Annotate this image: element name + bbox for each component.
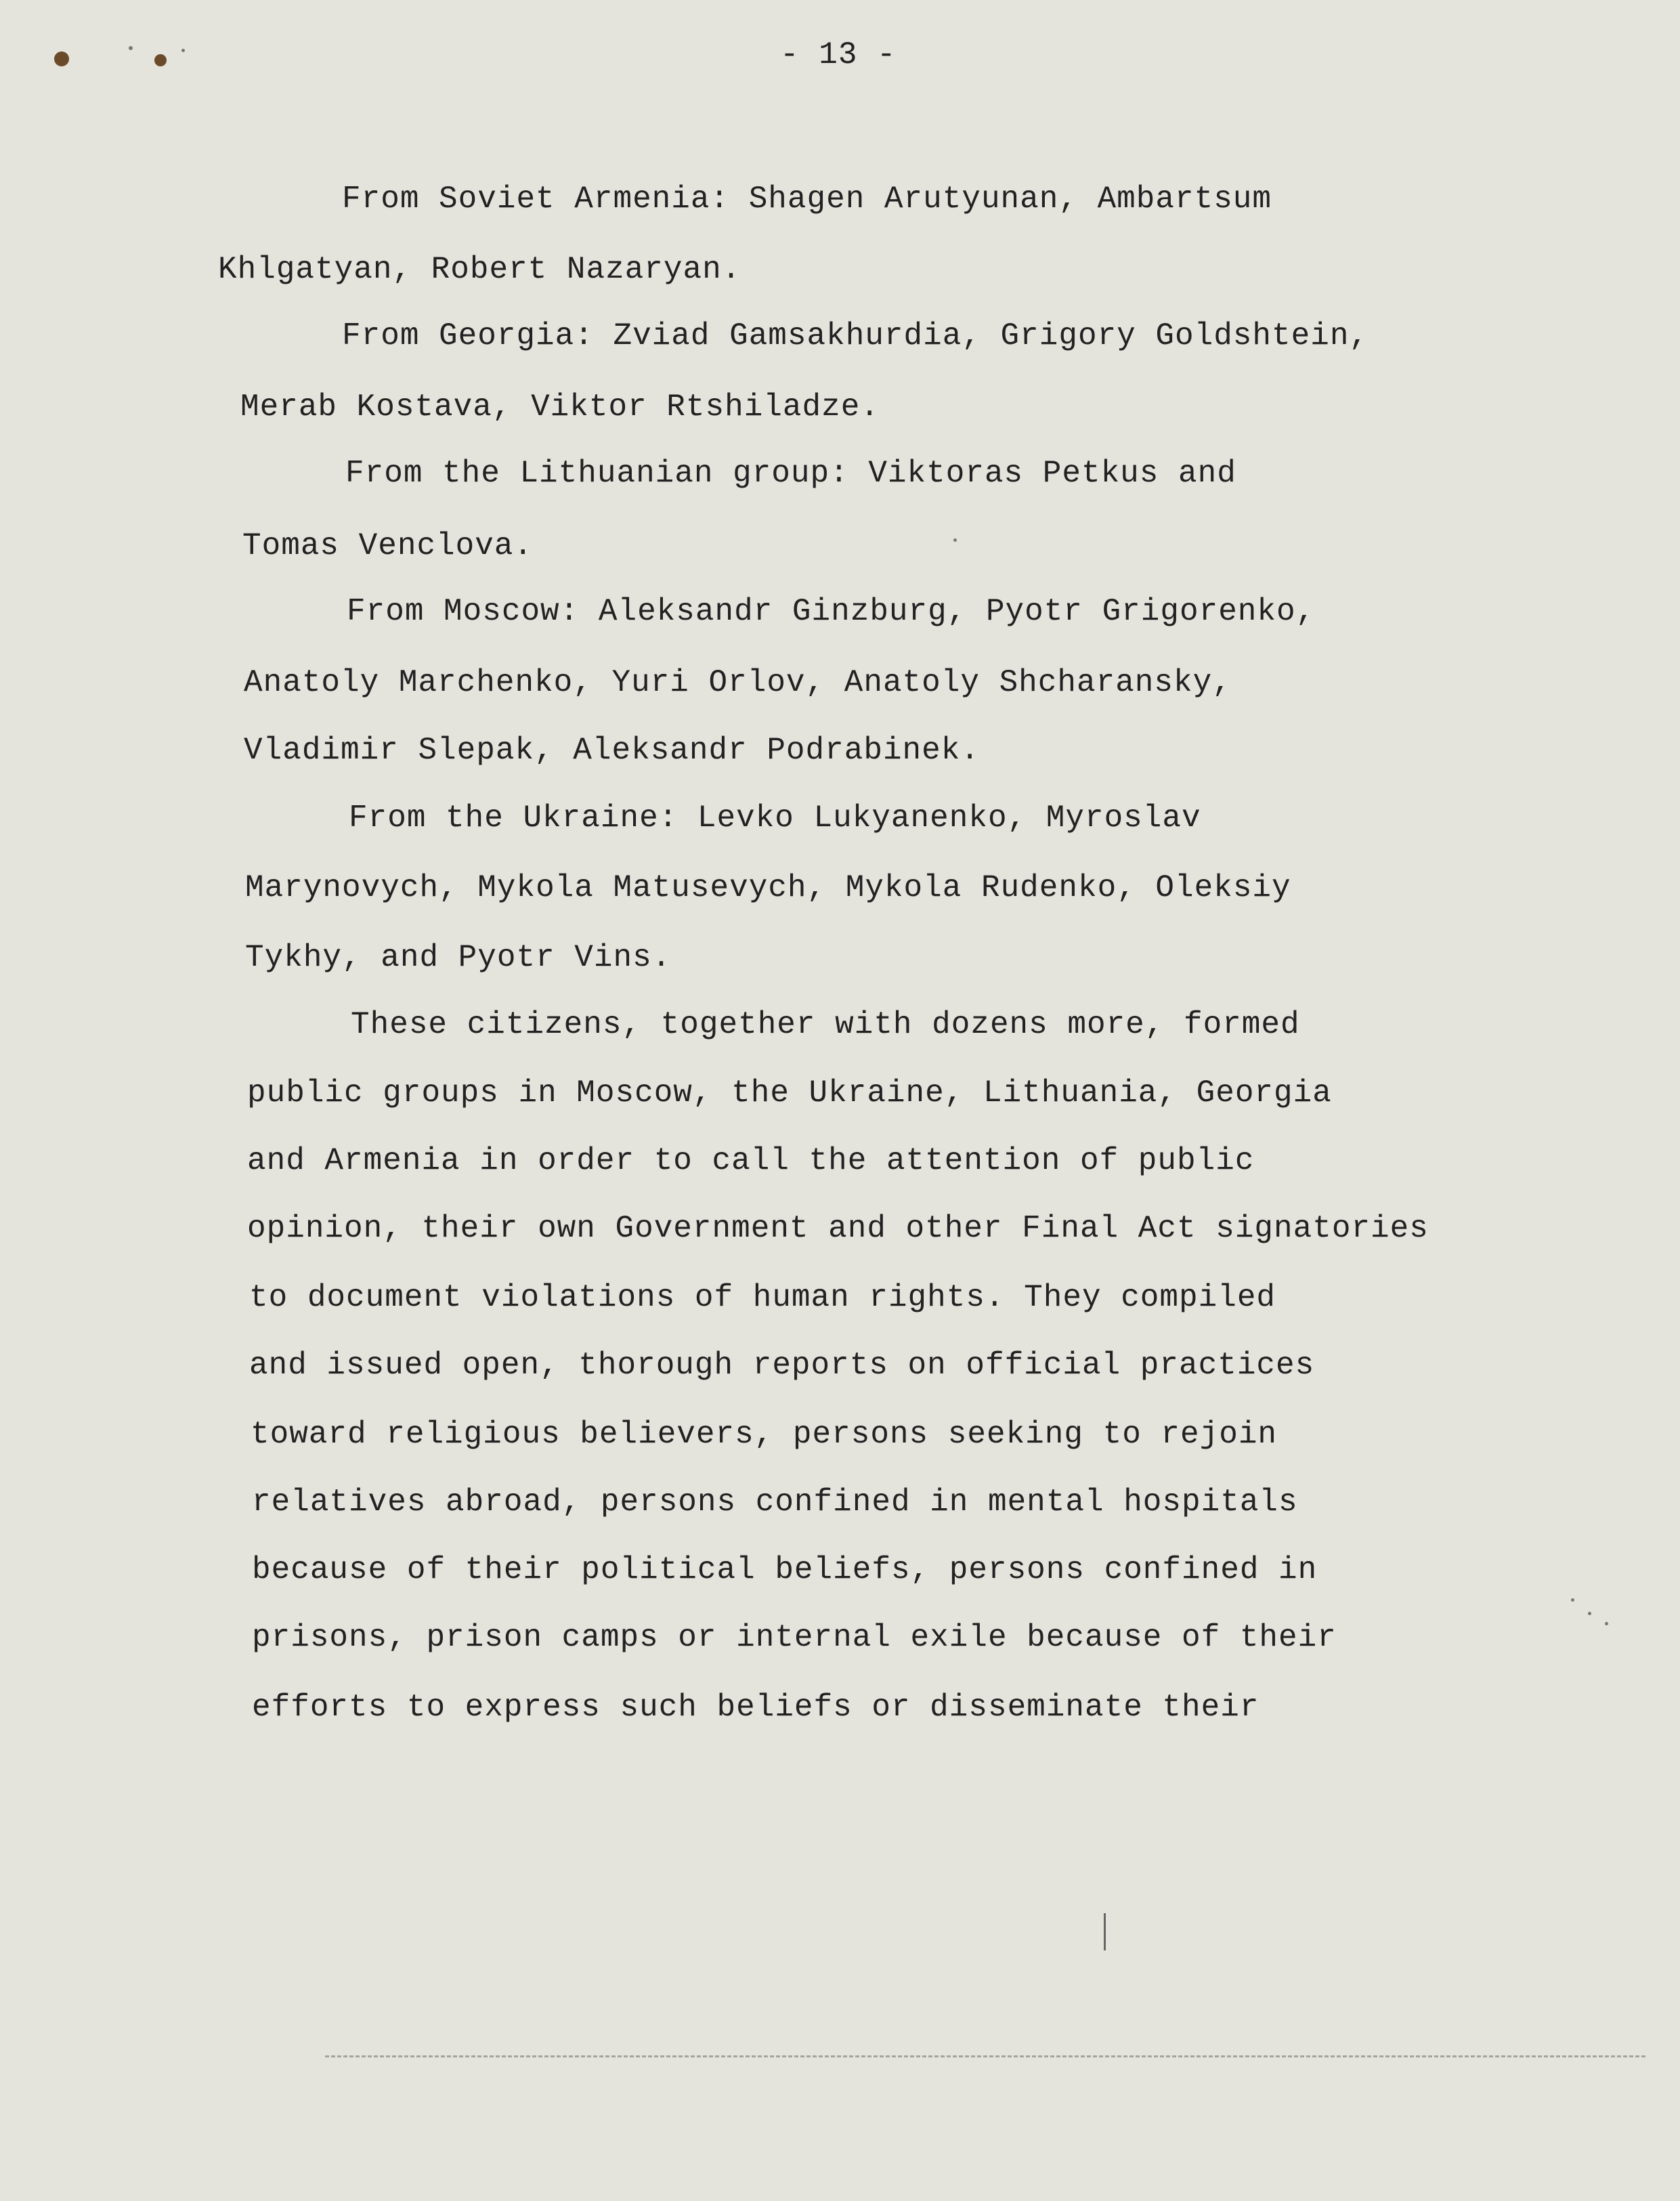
text-line: From Moscow: Aleksandr Ginzburg, Pyotr Grigorenko, xyxy=(347,594,1316,629)
text-line: and Armenia in order to call the attention of public xyxy=(247,1143,1255,1178)
dust-speck xyxy=(953,538,957,542)
text-line: opinion, their own Government and other Final Act signatories xyxy=(247,1211,1429,1246)
text-line: to document violations of human rights. They compiled xyxy=(249,1280,1276,1315)
dust-speck xyxy=(1588,1612,1591,1615)
dust-speck xyxy=(1571,1598,1574,1602)
text-line: From Georgia: Zviad Gamsakhurdia, Grigory Goldshtein, xyxy=(342,318,1369,354)
text-line: From Soviet Armenia: Shagen Arutyunan, Ambartsum xyxy=(342,181,1272,217)
bottom-dashed-rule xyxy=(325,2055,1645,2057)
dust-speck xyxy=(1605,1622,1608,1625)
dust-speck xyxy=(129,46,133,50)
text-line: public groups in Moscow, the Ukraine, Lithuania, Georgia xyxy=(247,1075,1332,1111)
text-line: relatives abroad, persons confined in mental hospitals xyxy=(252,1484,1298,1520)
text-line: because of their political beliefs, persons confined in xyxy=(252,1552,1318,1587)
text-line: From the Ukraine: Levko Lukyanenko, Myroslav xyxy=(349,800,1201,836)
text-line: Tykhy, and Pyotr Vins. xyxy=(245,940,672,975)
ink-spot xyxy=(54,51,69,66)
ink-spot xyxy=(154,54,167,66)
text-line: efforts to express such beliefs or disseminate their xyxy=(252,1690,1259,1725)
text-line: These citizens, together with dozens more, formed xyxy=(351,1007,1300,1042)
dust-speck xyxy=(181,49,185,52)
text-line: and issued open, thorough reports on official practices xyxy=(249,1348,1315,1383)
text-line: toward religious believers, persons seeking to rejoin xyxy=(251,1417,1278,1452)
text-line: Vladimir Slepak, Aleksandr Podrabinek. xyxy=(244,733,980,768)
text-line: prisons, prison camps or internal exile because of their xyxy=(252,1620,1337,1655)
text-line: Anatoly Marchenko, Yuri Orlov, Anatoly Shcharansky, xyxy=(244,665,1232,700)
page-number: - 13 - xyxy=(780,37,897,72)
text-line: Marynovych, Mykola Matusevych, Mykola Rudenko, Oleksiy xyxy=(245,870,1291,905)
text-line: Tomas Venclova. xyxy=(242,528,534,563)
text-line: From the Lithuanian group: Viktoras Petkus and xyxy=(345,456,1236,491)
margin-mark xyxy=(1104,1913,1106,1950)
text-line: Khlgatyan, Robert Nazaryan. xyxy=(218,252,741,287)
text-line: Merab Kostava, Viktor Rtshiladze. xyxy=(240,389,880,425)
